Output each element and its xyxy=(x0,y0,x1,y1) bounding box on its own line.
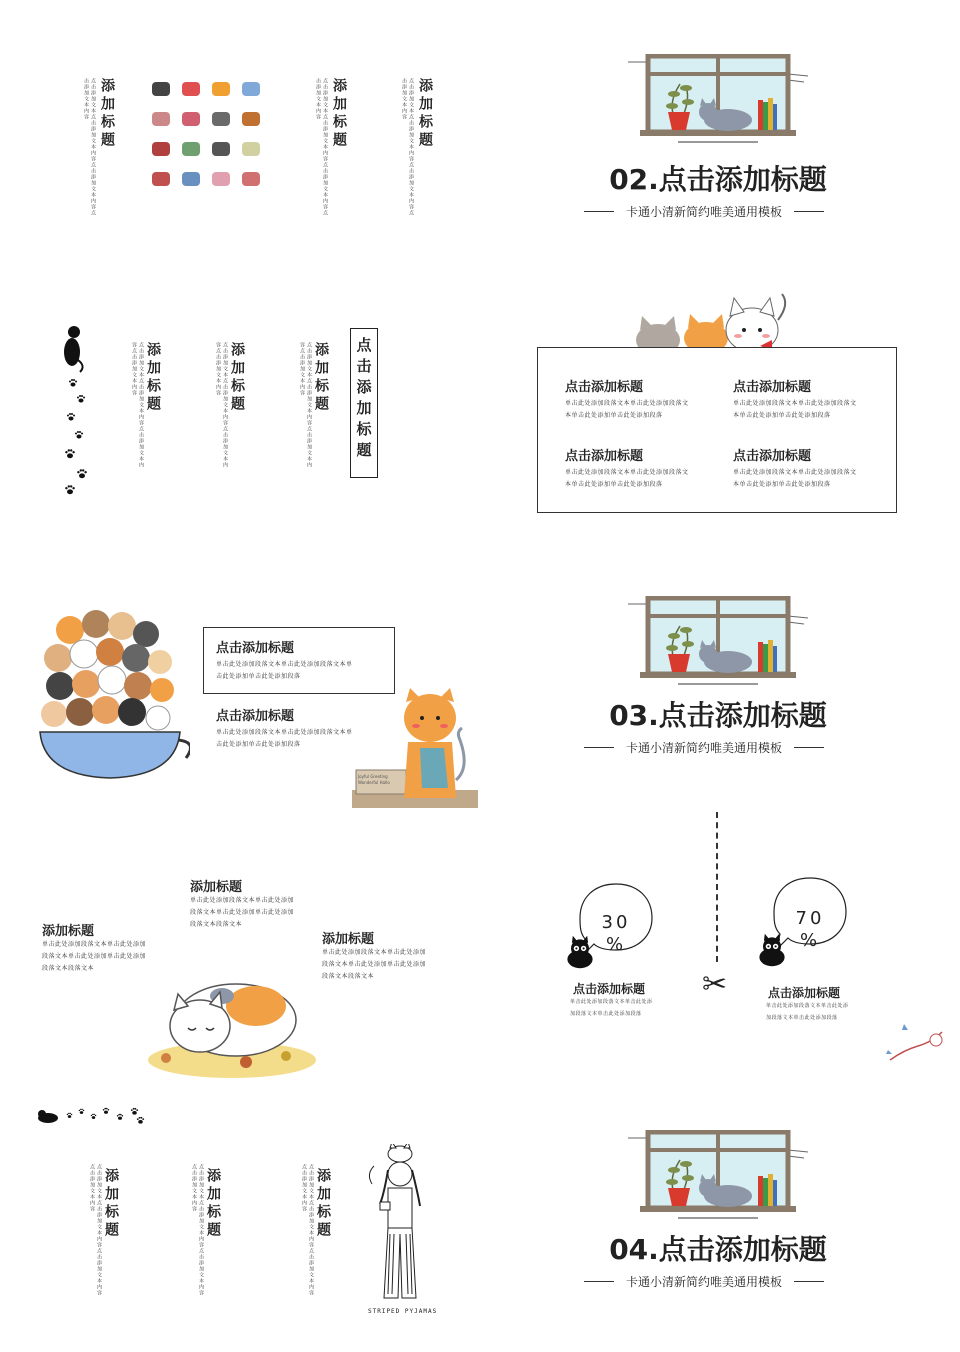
cat-paw-trail-horizontal xyxy=(36,1104,148,1126)
s10-section-title: 04.点击添加标题 xyxy=(609,1233,827,1266)
s4-item1-body-line2: 本单击此处添加单击此处添加段落 xyxy=(565,412,663,419)
s9-col3-title: 添加标题 xyxy=(315,1168,331,1240)
dash-right xyxy=(794,1281,824,1282)
dash-right xyxy=(794,747,824,748)
orange-cat-with-sign-illustration xyxy=(352,688,478,808)
s7-item1-body-line2: 段落文本单击此处添加单击此处添加 xyxy=(190,909,295,916)
s7-item2-body-line2: 段落文本单击此处添加单击此处添加 xyxy=(42,953,147,960)
s8-left-unit: % xyxy=(605,934,627,955)
s7-item3-body-line3: 段落文本段落文本 xyxy=(322,973,375,980)
s5-item1-body-line1: 单击此处添加段落文本单击此处添加段落文本单 xyxy=(216,661,353,668)
s9-col1-body: 点击添加文本点击添加文本内容点击添加文本内容点击添加文本内容 xyxy=(89,1164,102,1296)
s2-subtitle: 卡通小清新简约唯美通用模板 xyxy=(626,205,783,219)
s8-left-body-line1: 单击此处添加段落文本单击此处添 xyxy=(570,999,653,1005)
black-cat-left-icon xyxy=(562,934,598,970)
s8-left-pct xyxy=(596,912,636,956)
s4-item3-body-line2: 本单击此处添加单击此处添加段落 xyxy=(565,481,663,488)
s1-col1-title: 添加标题 xyxy=(99,78,115,150)
s8-left-value: 30 xyxy=(601,912,631,933)
s8-right-value: 70 xyxy=(795,908,825,929)
window-cat-illustration xyxy=(628,54,808,144)
s4-item4-title: 点击添加标题 xyxy=(733,449,812,464)
dash-left xyxy=(584,1281,614,1282)
s4-item1-body xyxy=(565,398,725,422)
s6-subtitle: 卡通小清新简约唯美通用模板 xyxy=(626,741,783,755)
s8-right-body-line2: 加段落文本单击此处添加段落 xyxy=(766,1015,838,1021)
dash-left xyxy=(584,211,614,212)
s7-item3-body-line2: 段落文本单击此处添加单击此处添加 xyxy=(322,961,427,968)
s4-item4-body xyxy=(733,467,893,491)
s4-item4-body-line2: 本单击此处添加单击此处添加段落 xyxy=(733,481,831,488)
s7-item3-body xyxy=(322,947,462,983)
s7-item1-body-line1: 单击此处添加段落文本单击此处添加 xyxy=(190,897,295,904)
s5-item2-body-line2: 击此处添加单击此处添加段落 xyxy=(216,741,301,748)
s3-boxed-title xyxy=(350,328,378,478)
s5-sign-text: Joyful Greeting Wonderful Hallo xyxy=(358,774,390,785)
cats-in-bowl-illustration xyxy=(30,600,190,780)
s3-col1-body: 点击添加文本点击添加文本内容点击添加文本内容点击添加文本内容 xyxy=(131,342,144,468)
s4-item3-body-line1: 单击此处添加段落文本单击此处添加段落文 xyxy=(565,469,689,476)
s3-col2-title: 添加标题 xyxy=(229,342,245,414)
dashed-cut-line xyxy=(716,812,718,962)
s7-item2-body-line3: 段落文本段落文本 xyxy=(42,965,95,972)
cat-paw-trail-illustration xyxy=(56,320,92,500)
s2-section-title: 02.点击添加标题 xyxy=(609,163,827,196)
window-cat-illustration xyxy=(628,596,808,686)
s4-item2-body-line2: 本单击此处添加单击此处添加段落 xyxy=(733,412,831,419)
scissors-icon: ✂ xyxy=(702,967,728,1002)
window-cat-illustration xyxy=(628,1130,808,1220)
s9-col1-title: 添加标题 xyxy=(103,1168,119,1240)
s1-col3-body: 点击添加文本点击添加文本内容点击添加文本内容点击添加文本内容 xyxy=(401,78,414,216)
cat-cups-illustration xyxy=(150,78,270,198)
s5-item1-body xyxy=(216,659,391,683)
s1-col1-body: 点击添加文本点击添加文本内容点击添加文本内容点击添加文本内容 xyxy=(83,78,96,216)
s1-col3-title: 添加标题 xyxy=(417,78,433,150)
s5-item1-body-line2: 击此处添加单击此处添加段落 xyxy=(216,673,301,680)
s7-item3-title: 添加标题 xyxy=(322,932,375,947)
s8-right-pct xyxy=(790,908,830,952)
s3-col2-body: 点击添加文本点击添加文本内容点击添加文本内容点击添加文本内容 xyxy=(215,342,228,468)
s7-item2-body-line1: 单击此处添加段落文本单击此处添加 xyxy=(42,941,147,948)
s8-left-body-line2: 加段落文本单击此处添加段落 xyxy=(570,1011,642,1017)
s7-item1-body-line3: 段落文本段落文本 xyxy=(190,921,243,928)
s7-item2-title: 添加标题 xyxy=(42,924,95,939)
stretching-cat-illustration xyxy=(884,1020,950,1072)
s7-item1-body xyxy=(190,895,320,931)
s5-item2-body-line1: 单击此处添加段落文本单击此处添加段落文本单 xyxy=(216,729,353,736)
s8-right-body xyxy=(766,1000,876,1024)
girl-with-cat-illustration xyxy=(360,1144,434,1304)
s8-right-body-line1: 单击此处添加段落文本单击此处添 xyxy=(766,1003,849,1009)
s1-col2-body: 点击添加文本点击添加文本内容点击添加文本内容点击添加文本内容 xyxy=(315,78,328,216)
s9-col3-body: 点击添加文本点击添加文本内容点击添加文本内容点击添加文本内容 xyxy=(301,1164,314,1296)
s7-item3-body-line1: 单击此处添加段落文本单击此处添加 xyxy=(322,949,427,956)
sleeping-cat-illustration xyxy=(136,970,316,1080)
s1-col2-title: 添加标题 xyxy=(331,78,347,150)
s3-col1-title: 添加标题 xyxy=(145,342,161,414)
s9-col2-body: 点击添加文本点击添加文本内容点击添加文本内容点击添加文本内容 xyxy=(191,1164,204,1296)
s10-subtitle: 卡通小清新简约唯美通用模板 xyxy=(626,1275,783,1289)
peeking-cats-illustration xyxy=(632,290,792,350)
s6-section-title: 03.点击添加标题 xyxy=(609,699,827,732)
s4-item1-body-line1: 单击此处添加段落文本单击此处添加段落文 xyxy=(565,400,689,407)
black-cat-right-icon xyxy=(754,932,790,968)
s4-item3-body xyxy=(565,467,725,491)
s9-col2-title: 添加标题 xyxy=(205,1168,221,1240)
s3-box-title-text: 点击添加标题 xyxy=(354,337,373,463)
s8-right-title: 点击添加标题 xyxy=(768,986,841,1000)
s7-item1-title: 添加标题 xyxy=(190,880,243,895)
s3-col3-title: 添加标题 xyxy=(313,342,329,414)
s8-right-unit: % xyxy=(799,930,821,951)
s4-item1-title: 点击添加标题 xyxy=(565,380,644,395)
s6-subtitle-row xyxy=(584,739,824,756)
s4-item2-body-line1: 单击此处添加段落文本单击此处添加段落文 xyxy=(733,400,857,407)
s5-item2-title: 点击添加标题 xyxy=(216,709,295,724)
s3-col3-body: 点击添加文本点击添加文本内容点击添加文本内容点击添加文本内容 xyxy=(299,342,312,468)
s4-item2-title: 点击添加标题 xyxy=(733,380,812,395)
s4-item2-body xyxy=(733,398,893,422)
s4-item4-body-line1: 单击此处添加段落文本单击此处添加段落文 xyxy=(733,469,857,476)
s8-left-body xyxy=(570,996,680,1020)
s10-subtitle-row xyxy=(584,1273,824,1290)
s2-subtitle-row xyxy=(584,203,824,220)
s5-item1-title: 点击添加标题 xyxy=(216,641,295,656)
dash-right xyxy=(794,211,824,212)
s8-left-title: 点击添加标题 xyxy=(573,982,646,996)
s9-caption: STRIPED PYJAMAS xyxy=(368,1308,438,1315)
dash-left xyxy=(584,747,614,748)
s4-item3-title: 点击添加标题 xyxy=(565,449,644,464)
